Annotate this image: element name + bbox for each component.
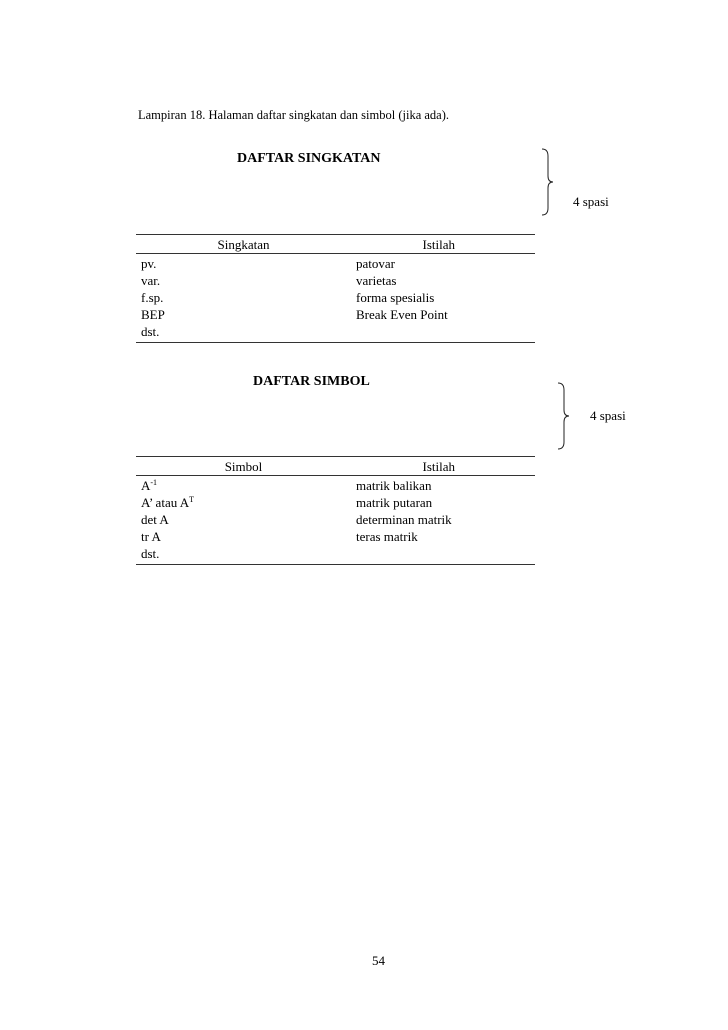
abbreviation-meaning: Break Even Point — [356, 307, 448, 322]
symbol-superscript: -1 — [150, 478, 158, 487]
abbreviations-spacing-note: 4 spasi — [573, 194, 609, 209]
symbol-base: det A — [141, 512, 169, 527]
abbreviations-title: DAFTAR SINGKATAN — [237, 151, 381, 166]
abbreviation-term: f.sp. — [141, 290, 164, 305]
table-header-row — [136, 457, 535, 476]
column-header-symbol: Simbol — [136, 457, 351, 476]
symbol-base: A — [141, 478, 151, 493]
symbol-cell — [136, 511, 351, 528]
symbol-meaning: teras matrik — [356, 529, 418, 544]
symbol-base: A’ atau A — [141, 495, 190, 510]
symbols-table — [136, 456, 535, 565]
abbreviation-meaning — [351, 323, 535, 343]
column-header-meaning: Istilah — [351, 235, 535, 254]
caption: Lampiran 18. Halaman daftar singkatan dan simbol (jika ada). — [138, 108, 450, 122]
column-header-meaning: Istilah — [351, 457, 535, 476]
symbol-meaning: determinan matrik — [356, 512, 452, 527]
table-row — [136, 306, 535, 323]
abbreviation-term: BEP — [141, 307, 165, 322]
symbol-cell — [136, 494, 351, 511]
table-row — [136, 289, 535, 306]
symbol-cell — [136, 528, 351, 545]
symbol-meaning — [351, 545, 535, 565]
table-row — [136, 494, 535, 511]
table-row — [136, 511, 535, 528]
table-row — [136, 528, 535, 545]
symbol-cell — [136, 545, 351, 565]
abbreviation-term: pv. — [141, 256, 157, 271]
abbreviation-term: var. — [141, 273, 161, 288]
abbreviations-table — [136, 234, 535, 343]
symbol-base: dst. — [141, 546, 160, 561]
table-row — [136, 545, 535, 565]
table-row — [136, 272, 535, 289]
symbol-cell — [136, 476, 351, 495]
brace-icon — [540, 148, 554, 216]
brace-icon — [556, 382, 570, 450]
table-row — [136, 323, 535, 343]
table-row — [136, 476, 535, 495]
symbol-meaning: matrik putaran — [356, 495, 433, 510]
abbreviation-term: dst. — [136, 323, 351, 343]
symbol-base: tr A — [141, 529, 161, 544]
symbols-spacing-note: 4 spasi — [590, 408, 626, 423]
column-header-term: Singkatan — [136, 235, 351, 254]
symbol-superscript: T — [189, 495, 195, 504]
page-number: 54 — [372, 953, 385, 968]
abbreviation-meaning: varietas — [356, 273, 397, 288]
table-header-row — [136, 235, 535, 254]
abbreviation-meaning: patovar — [356, 256, 395, 271]
table-row — [136, 254, 535, 273]
symbol-meaning: matrik balikan — [356, 478, 432, 493]
symbols-title: DAFTAR SIMBOL — [253, 374, 370, 389]
abbreviation-meaning: forma spesialis — [356, 290, 435, 305]
